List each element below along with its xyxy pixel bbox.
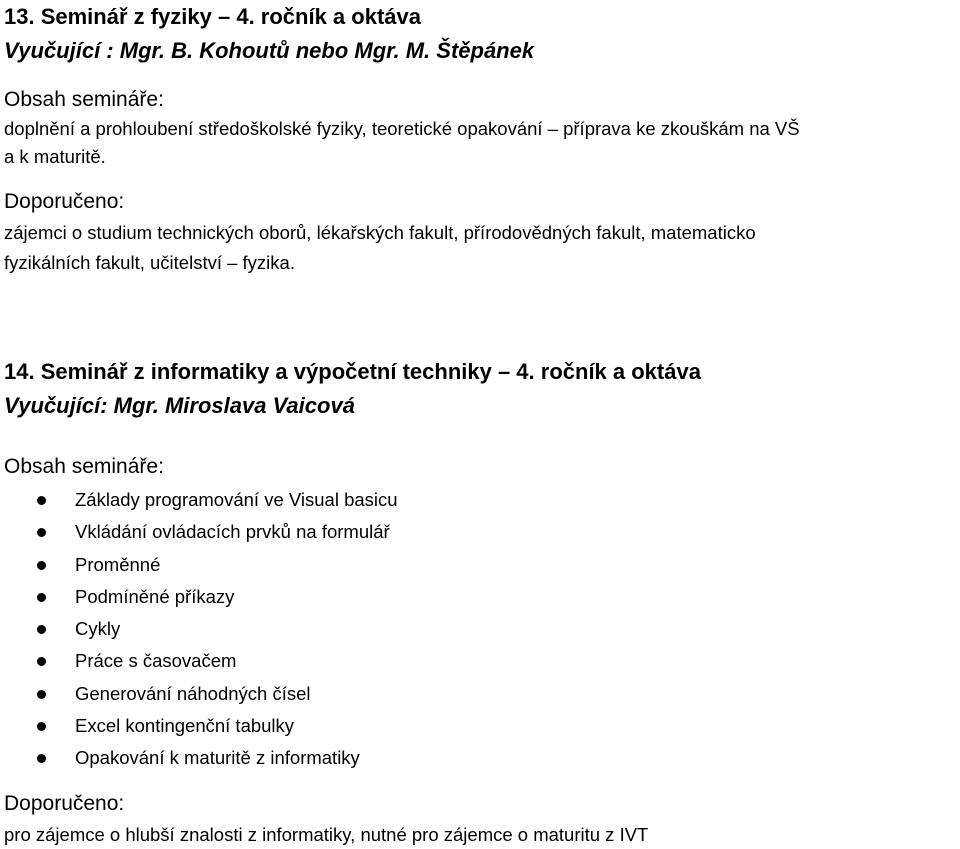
section13-title: 13. Seminář z fyziky – 4. ročník a oktáva [4, 4, 421, 29]
section13-recommended-line-1: zájemci o studium technických oborů, lékařských fakult, přírodovědných fakult, matematicko [4, 222, 756, 243]
section14-teacher: Vyučující: Mgr. Miroslava Vaicová [4, 393, 355, 418]
section13-recommended-heading: Doporučeno: [4, 190, 125, 213]
list-item-text: Podmíněné příkazy [75, 585, 235, 607]
bullet-icon [37, 754, 46, 763]
bullet-icon [37, 561, 46, 570]
section13-teacher: Vyučující : Mgr. B. Kohoutů nebo Mgr. M. Štěpánek [4, 38, 535, 63]
bullet-icon [37, 722, 46, 731]
bullet-icon [37, 528, 46, 537]
section14-title: 14. Seminář z informatiky a výpočetní techniky – 4. ročník a oktáva [4, 359, 701, 384]
section14-recommended-heading: Doporučeno: [4, 792, 125, 815]
section14-recommended-line-1: pro zájemce o hlubší znalosti z informatiky, nutné pro zájemce o maturitu z IVT [4, 824, 649, 845]
list-item-text: Práce s časovačem [75, 650, 237, 672]
section13-content-heading: Obsah semináře: [4, 88, 164, 111]
list-item-text: Základy programování ve Visual basicu [75, 489, 398, 510]
list-item-text: Proměnné [75, 553, 161, 575]
bullet-icon [37, 593, 46, 602]
section14-content-heading: Obsah semináře: [4, 455, 164, 478]
bullet-icon [37, 690, 46, 699]
bullet-icon [37, 625, 46, 634]
bullet-icon [37, 496, 46, 505]
section13-content-line-1: doplnění a prohloubení středoškolské fyziky, teoretické opakování – příprava ke zkouškám na VŠ [4, 118, 800, 139]
list-item-text: Excel kontingenční tabulky [75, 715, 295, 737]
list-item-text: Generování náhodných čísel [75, 682, 311, 704]
section13-recommended-line-2: fyzikálních fakult, učitelství – fyzika. [4, 252, 295, 273]
section13-content-line-2: a k maturitě. [4, 146, 106, 167]
list-item-text: Cykly [75, 618, 121, 640]
list-item-text: Opakování k maturitě z informatiky [75, 747, 360, 769]
bullet-icon [37, 657, 46, 666]
list-item-text: Vkládání ovládacích prvků na formulář [75, 521, 390, 543]
